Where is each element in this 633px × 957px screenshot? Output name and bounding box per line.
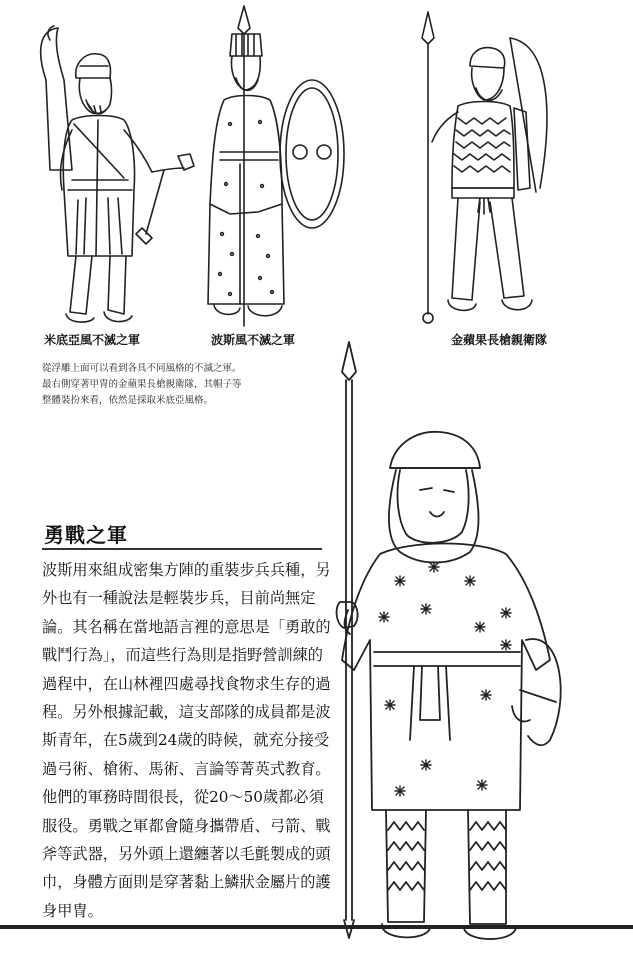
paragraph-line: 過弓術、槍術、馬術、言論等菁英式教育。 [42, 759, 331, 778]
paragraph-line: 斯青年，在5歲到24歲的時候，就充分接受 [42, 731, 330, 750]
paragraph-line: 他們的軍務時間很長，從20～50歲都必須 [42, 788, 324, 807]
illustration-note [42, 361, 332, 409]
paragraph-line: 程。另外根據記載，這支部隊的成員都是波 [42, 703, 331, 722]
paragraph-line: 巾，身體方面則是穿著黏上鱗狀金屬片的護 [42, 873, 331, 892]
paragraph-line: 波斯用來組成密集方陣的重裝步兵兵種，另 [42, 561, 331, 579]
section-paragraph [42, 556, 338, 925]
apple-spear-guard-illustration [418, 8, 568, 330]
page-bottom-rule [0, 925, 633, 929]
section-divider [42, 548, 322, 550]
figure-caption: 金蘋果長槍親衛隊 [451, 333, 548, 347]
paragraph-line: 外也有一種說法是輕裝步兵，目前尚無定 [42, 589, 316, 608]
note-line: 最右側穿著甲冑的金蘋果長槍親衛隊，其帽子等 [42, 379, 242, 390]
section-title: 勇戰之軍 [44, 523, 128, 547]
paragraph-line: 服役。勇戰之軍都會隨身攜帶盾、弓箭、戰 [42, 816, 331, 835]
note-line: 從浮雕上面可以看到各具不同風格的不滅之軍。 [42, 363, 242, 374]
persian-immortal-illustration [200, 4, 350, 330]
median-immortal-illustration [28, 20, 198, 332]
paragraph-line: 過程中，在山林裡四處尋找食物求生存的過 [42, 674, 331, 693]
brave-warrior-illustration [330, 340, 570, 948]
note-line: 整體裝扮來看，依然是採取米底亞風格。 [42, 395, 214, 406]
figure-caption: 波斯風不滅之軍 [211, 333, 296, 347]
paragraph-line: 論。其名稱在當地語言裡的意思是「勇敢的 [42, 617, 331, 636]
paragraph-line: 戰鬥行為」，而這些行為則是指野營訓練的 [42, 646, 323, 665]
paragraph-line: 身甲冑。 [42, 901, 103, 920]
paragraph-line: 斧等武器，另外頭上還纏著以毛氈製成的頭 [42, 845, 331, 864]
figure-caption: 米底亞風不滅之軍 [44, 333, 141, 347]
